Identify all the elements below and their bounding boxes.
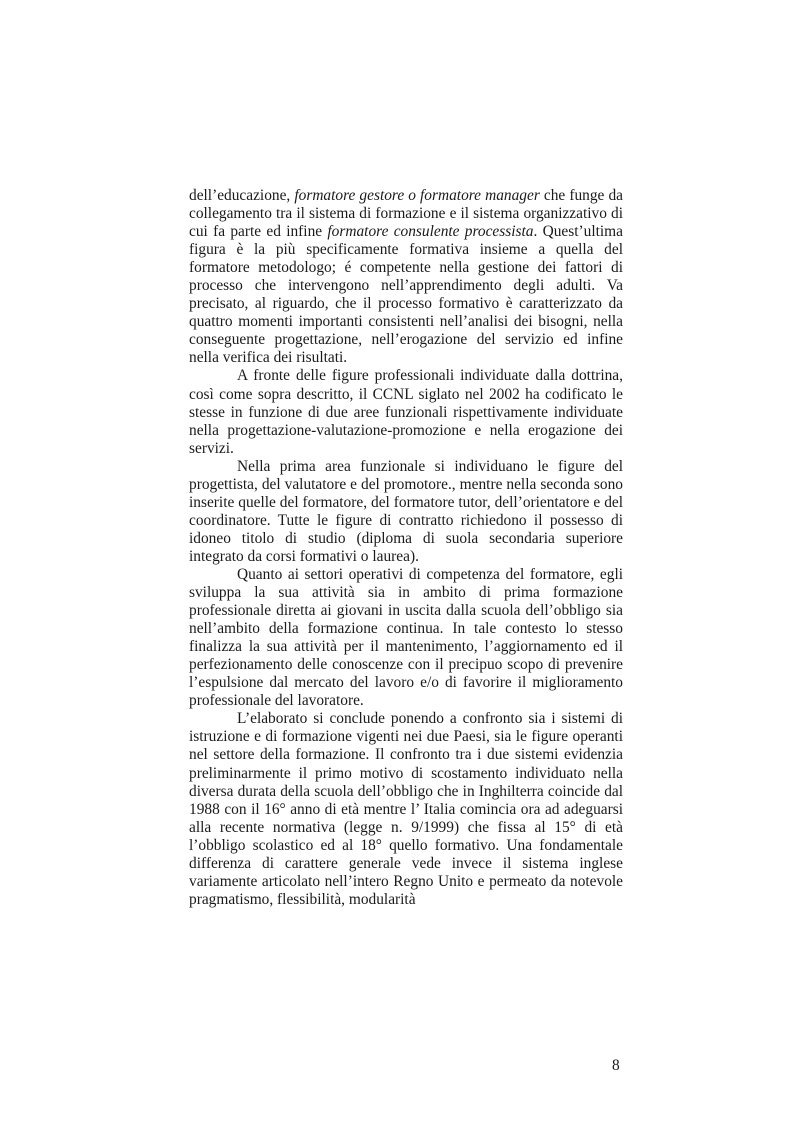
- page-number: 8: [612, 1057, 620, 1074]
- paragraph-1-italic-b: formatore consulente processista: [327, 223, 534, 241]
- paragraph-1-text-c: . Quest’ultima figura è la più specificamente formativa insieme a quella del formatore metodologo; é competente nella gestione dei fattori di processo che intervengono nell’apprendimento degli adulti. Va precisato, al riguardo, che il processo formativo è caratterizzato da quattro momenti importanti consistenti nell’analisi dei bisogni, nella conseguente progettazione, nell’erogazione del servizio ed infine nella verifica dei risultati.: [189, 223, 623, 367]
- paragraph-1-italic-a: formatore gestore o formatore manager: [294, 187, 540, 204]
- paragraph-1-text-b: che funge da collegamento tra il sistema di formazione e il sistema organizzativo di cui fa parte ed infine: [189, 187, 623, 241]
- paragraph-2: A fronte delle figure professionali individuate dalla dottrina, così come sopra descritto, il CCNL siglato nel 2002 ha codificato le stesse in funzione di due aree funzionali rispettivamente individuate nella progettazione-valutazione-promozione e nella erogazione dei servizi.: [189, 367, 623, 457]
- page-body: [189, 187, 623, 909]
- paragraph-1-text-a: dell’educazione,: [189, 187, 295, 204]
- paragraph-5: L’elaborato si conclude ponendo a confronto sia i sistemi di istruzione e di formazione vigenti nei due Paesi, sia le figure operanti nel settore della formazione. Il confronto tra i due sistemi evidenzia preliminarmente il primo motivo di scostamento individuato nella diversa durata della scuola dell’obbligo che in Inghilterra coincide dal 1988 con il 16° anno di età mentre l’ Italia comincia ora ad adeguarsi alla recente normativa (legge n. 9/1999) che fissa al 15° di età l’obbligo scolastico ed al 18° quello formativo. Una fondamentale differenza di carattere generale vede invece il sistema inglese variamente articolato nell’intero Regno Unito e permeato da notevole pragmatismo, flessibilità, modularità: [189, 710, 623, 908]
- paragraph-4: Quanto ai settori operativi di competenza del formatore, egli sviluppa la sua attività sia in ambito di prima formazione professionale diretta ai giovani in uscita dalla scuola dell’obbligo sia nell’ambito della formazione continua. In tale contesto lo stesso finalizza la sua attività per il mantenimento, l’aggiornamento ed il perfezionamento delle conoscenze con il precipuo scopo di prevenire l’espulsione dal mercato del lavoro e/o di favorire il miglioramento professionale del lavoratore.: [189, 565, 623, 710]
- paragraph-1: [189, 187, 623, 367]
- paragraph-3: Nella prima area funzionale si individuano le figure del progettista, del valutatore e del promotore., mentre nella seconda sono inserite quelle del formatore, del formatore tutor, dell’orientatore e del coordinatore. Tutte le figure di contratto richiedono il possesso di idoneo titolo di studio (diploma di suola secondaria superiore integrato da corsi formativi o laurea).: [189, 457, 623, 565]
